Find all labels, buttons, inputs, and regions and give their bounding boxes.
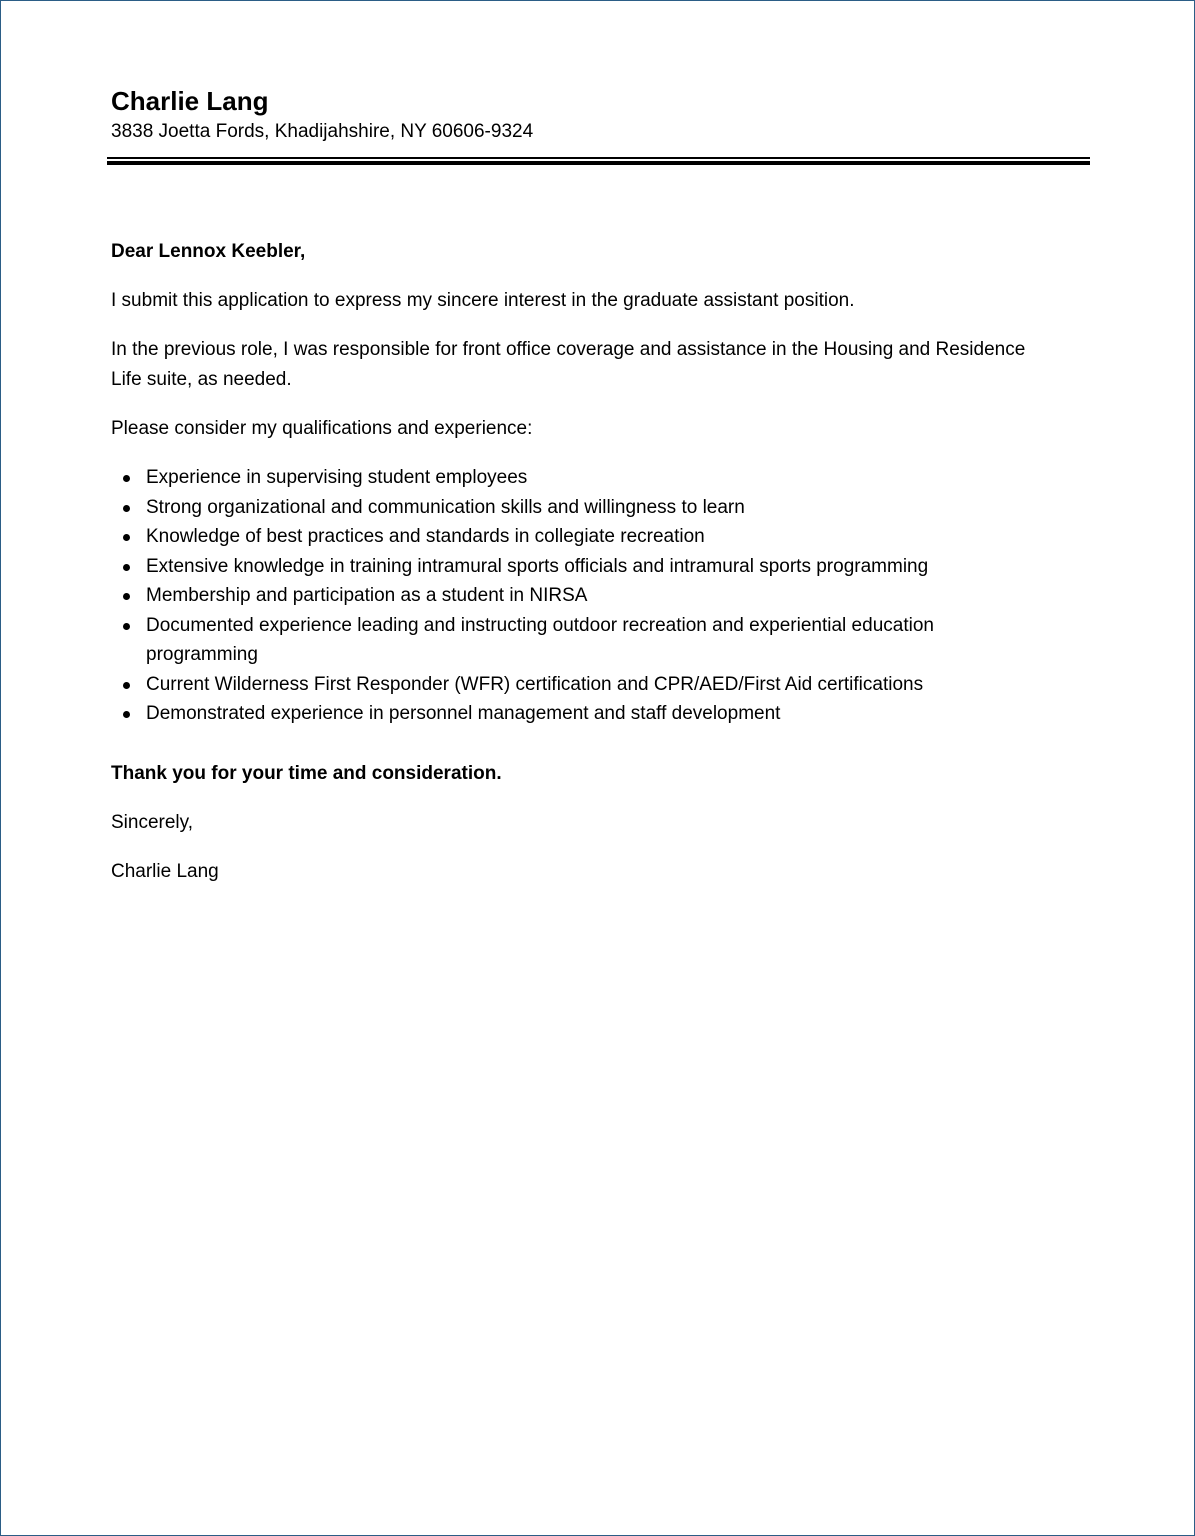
qualification-text: Experience in supervising student employees [146, 467, 528, 488]
sender-name: Charlie Lang [111, 86, 269, 116]
qualification-text: Strong organizational and communication skills and willingness to learn [146, 496, 745, 518]
divider-thin-line [107, 157, 1090, 159]
bullet-icon [123, 623, 130, 630]
letter-body [111, 237, 1031, 906]
bullet-icon [123, 682, 130, 689]
qualification-item [146, 699, 1031, 729]
qualifications-list [111, 463, 1031, 729]
closing-line: Thank you for your time and consideration. [111, 762, 502, 784]
qualification-item [146, 463, 1031, 493]
qualification-text: Membership and participation as a student in NIRSA [146, 585, 588, 606]
qualification-text: Demonstrated experience in personnel management and staff development [146, 703, 781, 724]
header-divider [107, 157, 1090, 166]
qualification-text: Documented experience leading and instructing outdoor recreation and experiential education programming [146, 614, 934, 665]
bullet-icon [123, 564, 130, 571]
divider-thick-line [107, 161, 1090, 165]
paragraph-qualifications-lead: Please consider my qualifications and experience: [111, 418, 533, 439]
qualification-item [146, 611, 1031, 670]
signature: Charlie Lang [111, 860, 219, 882]
bullet-icon [123, 711, 130, 718]
valediction: Sincerely, [111, 811, 194, 833]
bullet-icon [123, 475, 130, 482]
qualification-text: Current Wilderness First Responder (WFR) certification and CPR/AED/First Aid certifications [146, 673, 924, 695]
qualification-item [146, 522, 1031, 552]
qualification-text: Extensive knowledge in training intramural sports officials and intramural sports programming [146, 555, 929, 577]
letter-header [111, 83, 1091, 145]
qualification-text: Knowledge of best practices and standards in collegiate recreation [146, 526, 705, 547]
qualification-item [146, 493, 1031, 523]
bullet-icon [123, 593, 130, 600]
bullet-icon [123, 505, 130, 512]
paragraph-intro: I submit this application to express my sincere interest in the graduate assistant position. [111, 290, 855, 311]
paragraph-previous-role: In the previous role, I was responsible for front office coverage and assistance in the Housing and Residence Life suite, as needed. [111, 339, 1026, 390]
qualification-item [146, 552, 1031, 582]
sender-address: 3838 Joetta Fords, Khadijahshire, NY 60606-9324 [111, 121, 534, 142]
qualification-item [146, 581, 1031, 611]
bullet-icon [123, 534, 130, 541]
qualification-item [146, 670, 1031, 700]
salutation: Dear Lennox Keebler, [111, 241, 306, 262]
